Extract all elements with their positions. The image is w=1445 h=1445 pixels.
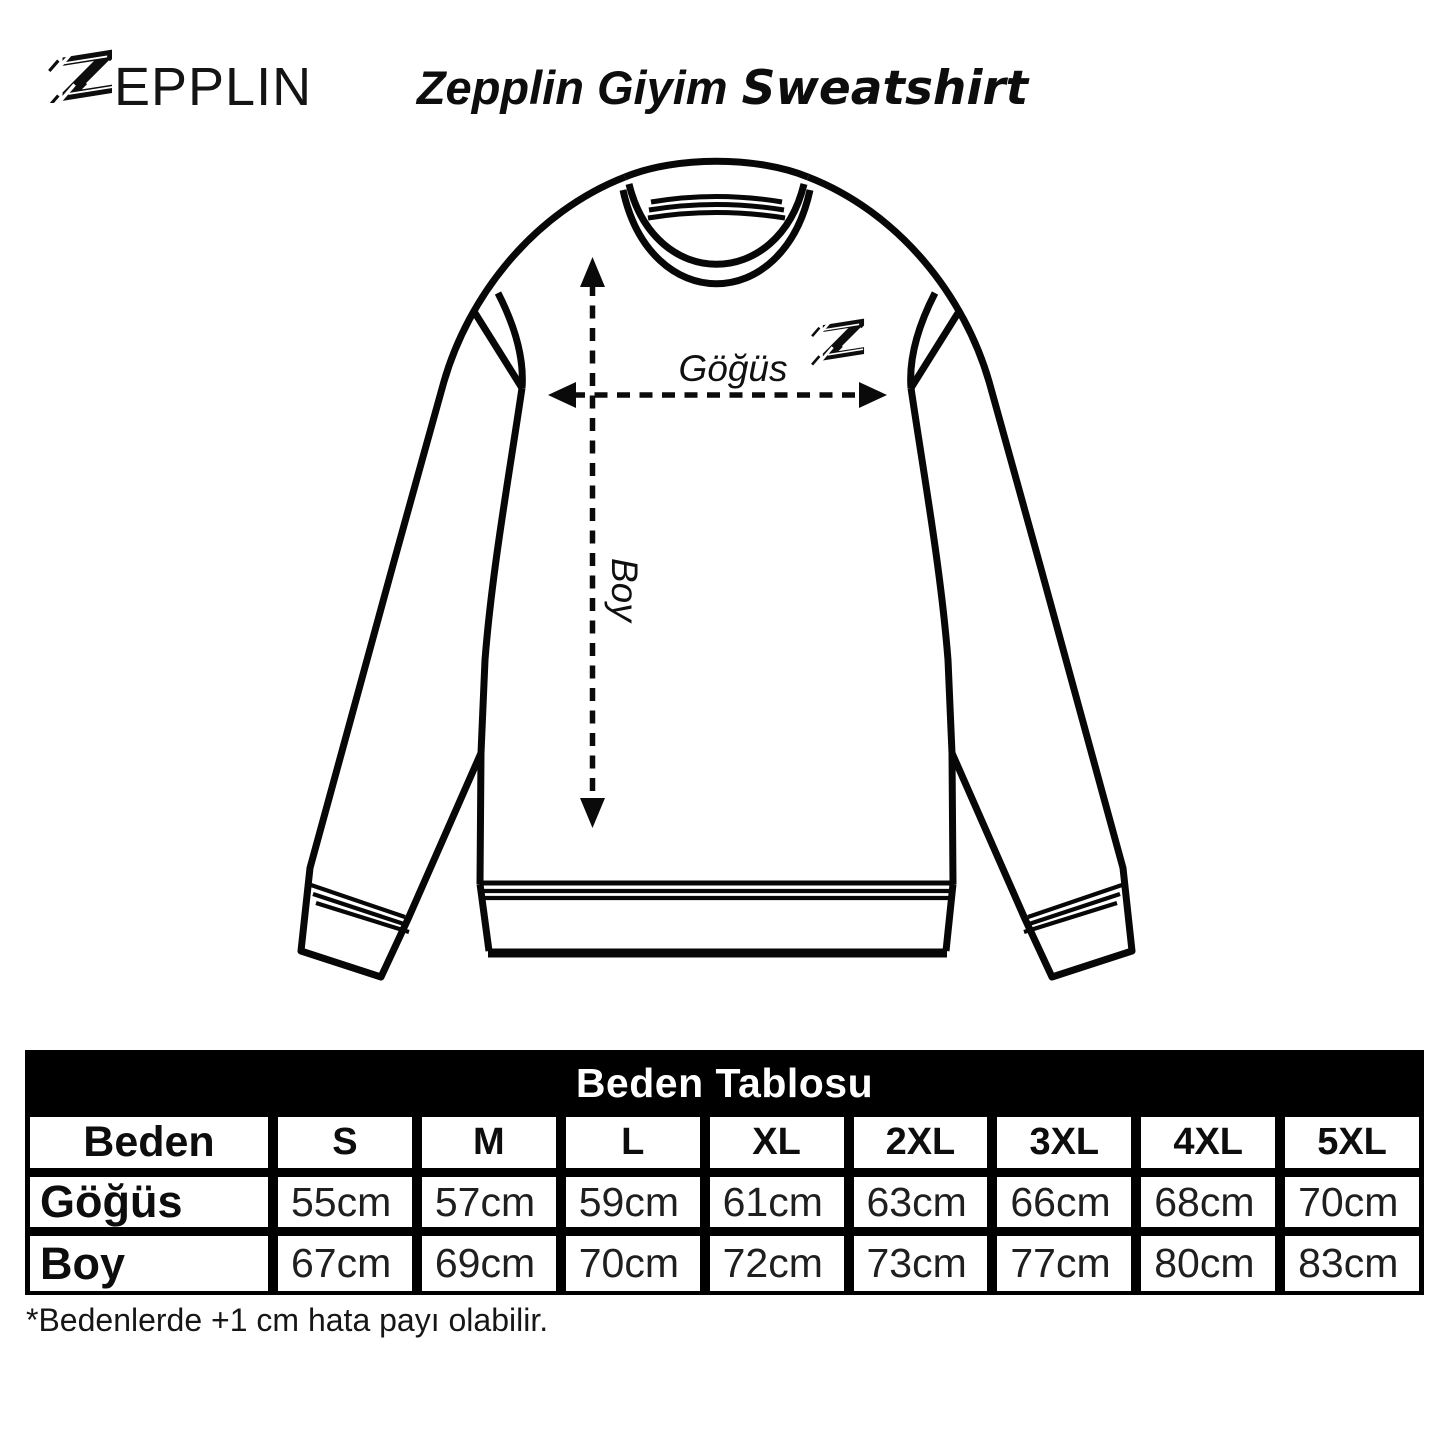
row-label-boy: Boy <box>30 1236 268 1291</box>
boy-5xl: 83cm <box>1285 1236 1419 1291</box>
arrow-up-icon <box>580 257 605 287</box>
arrow-down-icon <box>580 798 605 828</box>
gogus-m: 57cm <box>422 1177 556 1227</box>
length-measure-label: Boy <box>604 558 645 622</box>
tolerance-footnote: *Bedenlerde +1 cm hata payı olabilir. <box>26 1302 549 1338</box>
gogus-2xl: 63cm <box>854 1177 988 1227</box>
row-label-gogus: Göğüs <box>30 1177 268 1227</box>
chest-zepplin-z-icon <box>811 314 864 367</box>
table-header-s: S <box>278 1117 412 1168</box>
arrow-right-icon <box>859 382 887 408</box>
gogus-s: 55cm <box>278 1177 412 1227</box>
boy-4xl: 80cm <box>1141 1236 1275 1291</box>
left-sleeve <box>301 177 625 977</box>
table-header-m: M <box>422 1117 556 1168</box>
gogus-4xl: 68cm <box>1141 1177 1275 1227</box>
length-measure-arrow <box>580 257 605 828</box>
brand-wordmark: EPPLIN <box>114 57 313 117</box>
page-title-regular: Zepplin Giyim <box>416 61 728 114</box>
page-title-bold: Sweatshirt <box>741 61 1029 116</box>
table-header-l: L <box>566 1117 700 1168</box>
gogus-l: 59cm <box>566 1177 700 1227</box>
boy-2xl: 73cm <box>854 1236 988 1291</box>
gogus-5xl: 70cm <box>1285 1177 1419 1227</box>
table-header-4xl: 4XL <box>1141 1117 1275 1168</box>
boy-3xl: 77cm <box>997 1236 1131 1291</box>
collar <box>623 161 810 284</box>
size-table-grid <box>30 1117 1419 1291</box>
boy-l: 70cm <box>566 1236 700 1291</box>
right-sleeve <box>808 177 1132 977</box>
chest-measure-label: Göğüs <box>678 348 788 389</box>
arrow-left-icon <box>548 382 576 408</box>
body-outline <box>480 388 954 953</box>
size-table-title: Beden Tablosu <box>575 1060 874 1106</box>
table-header-xl: XL <box>710 1117 844 1168</box>
gogus-3xl: 66cm <box>997 1177 1131 1227</box>
size-table <box>25 1050 1424 1295</box>
table-header-beden: Beden <box>30 1117 268 1168</box>
boy-xl: 72cm <box>710 1236 844 1291</box>
table-header-5xl: 5XL <box>1285 1117 1419 1168</box>
boy-s: 67cm <box>278 1236 412 1291</box>
boy-m: 69cm <box>422 1236 556 1291</box>
table-header-2xl: 2XL <box>854 1117 988 1168</box>
table-header-3xl: 3XL <box>997 1117 1131 1168</box>
gogus-xl: 61cm <box>710 1177 844 1227</box>
